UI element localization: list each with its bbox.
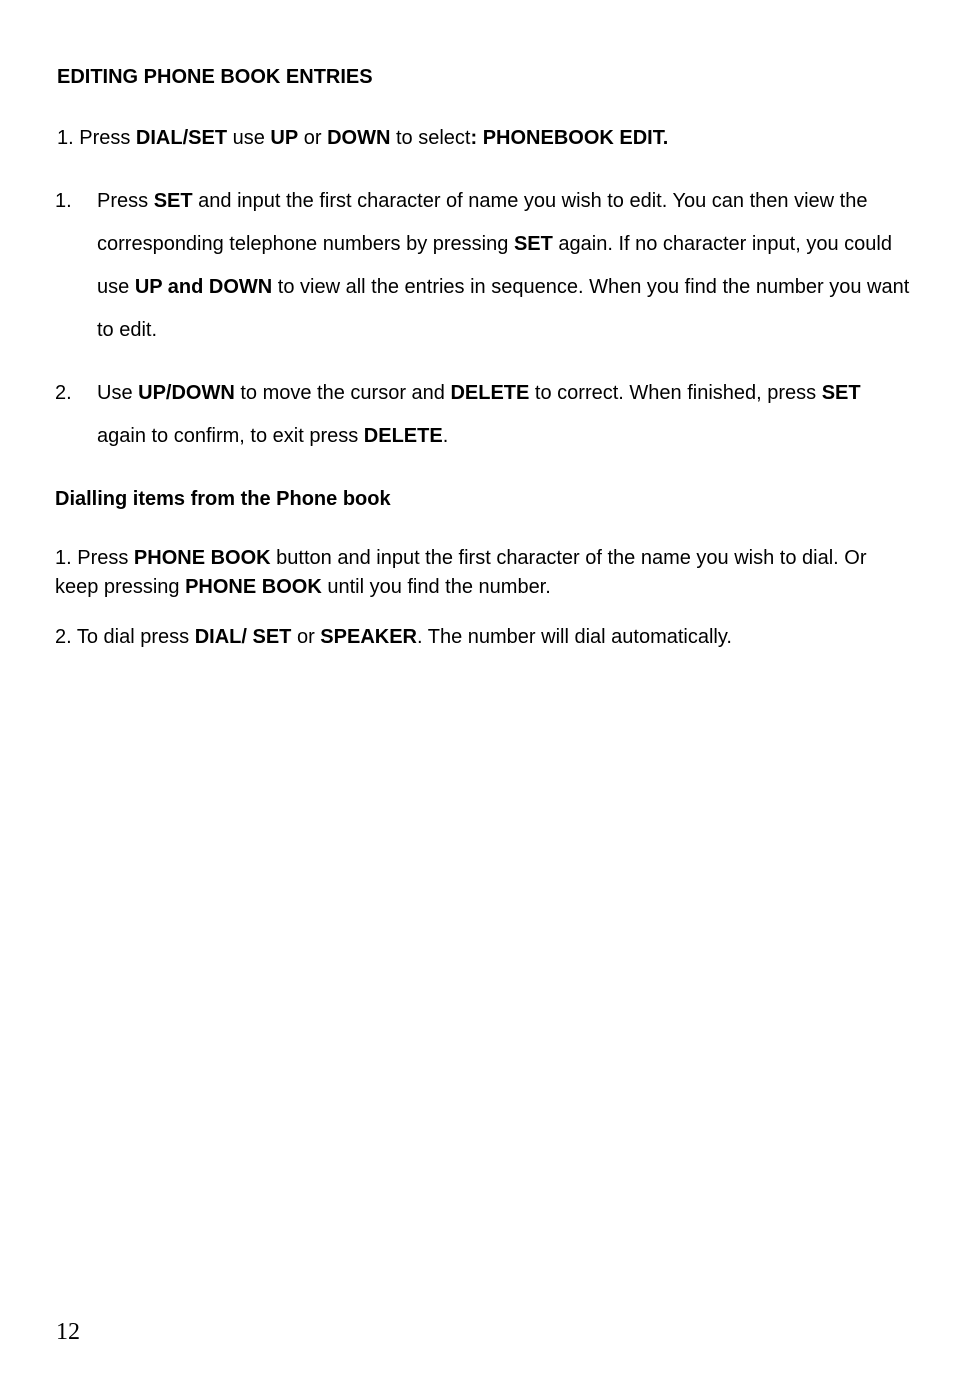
page-number: 12 xyxy=(56,1319,80,1345)
editing-step-2: 2. Use UP/DOWN to move the cursor and DELETE to correct. When finished, press SET again to confirm, to exit press DELETE. xyxy=(55,372,915,458)
editing-steps-list xyxy=(55,180,915,458)
dialling-step-2: 2. To dial press DIAL/ SET or SPEAKER. The number will dial automatically. xyxy=(55,626,732,648)
section-heading-dialling: Dialling items from the Phone book xyxy=(55,488,391,510)
list-number: 2. xyxy=(55,382,72,404)
editing-intro-step: 1. Press DIAL/SET use UP or DOWN to select: PHONEBOOK EDIT. xyxy=(57,127,669,149)
list-number: 1. xyxy=(55,190,72,212)
editing-step-1: 1. Press SET and input the first character of name you wish to edit. You can then view the corresponding telephone numbers by pressing SET again. If no character input, you could use UP and DOWN to view all the entries in sequence. When you find the number you want to edit. xyxy=(55,180,915,352)
section-heading-editing: EDITING PHONE BOOK ENTRIES xyxy=(57,66,373,88)
dialling-step-1: 1. Press PHONE BOOK button and input the first character of the name you wish to dial. Or keep pressing PHONE BOOK until you find the number. xyxy=(55,547,867,598)
